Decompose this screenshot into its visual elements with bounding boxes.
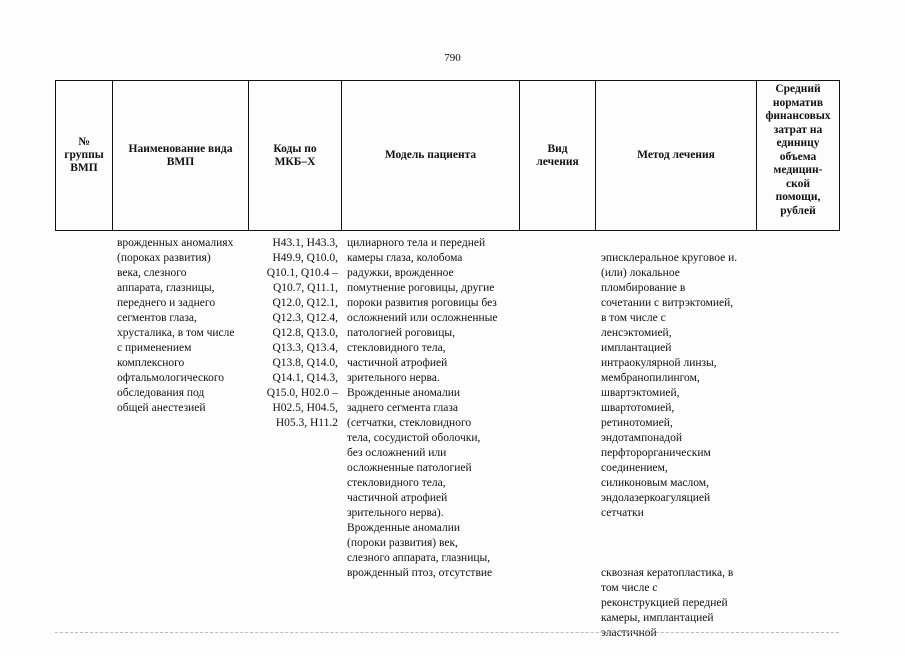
page-number: 790 <box>444 52 461 64</box>
header-group-number: № группы ВМП <box>56 81 113 231</box>
cell-patient-model: цилиарного тела и передней камеры глаза, колобома радужки, врожденное помутнение роговицы, другие пороки развития роговицы без осложнений или осложненные патологией роговицы, стекловидного тела, частичной атрофией зрительного нерва. Врожденные аномалии заднего сегмента глаза (сетчатки, стекловидного тела, сосудистой оболочки, без осложнений или осложненные патологией стекловидного тела, частичной атрофией зрительного нерва). Врожденные аномалии (пороки развития) век, слезного аппарата, глазницы, врожденный птоз, отсутствие <box>347 237 498 579</box>
header-treatment-method: Метод лечения <box>596 81 757 231</box>
method-gap <box>601 536 761 551</box>
table-header <box>55 80 840 231</box>
method-text-2: сквозная кератопластика, в том числе с реконструкцией передней камеры, имплантацией эластичной <box>601 567 734 639</box>
header-average-cost: Средний норматив финансовых затрат на единицу объема медицин- ской помощи, рублей <box>757 81 840 231</box>
cell-icd-codes: H43.1, H43.3, H49.9, Q10.0, Q10.1, Q10.4 – Q10.7, Q11.1, Q12.0, Q12.1, Q12.3, Q12.4, Q12.8, Q13.0, Q13.3, Q13.4, Q13.8, Q14.0, Q14.1, Q14.3, Q15.0, H02.0 – H02.5, H04.5, H05.3, H11.2 <box>266 237 338 429</box>
header-icd-codes: Коды по МКБ–Х <box>249 81 342 231</box>
header-patient-model: Модель пациента <box>342 81 520 231</box>
header-treatment-type: Вид лечения <box>520 81 596 231</box>
cell-vmp-name: врожденных аномалиях (пороках развития) века, слезного аппарата, глазницы, переднего и заднего сегментов глаза, хрусталика, в том числе с применением комплексного офтальмологического обследования под общей анестезией <box>117 237 235 414</box>
header-vmp-name: Наименование вида ВМП <box>113 81 249 231</box>
page-bottom-edge <box>55 632 839 633</box>
cell-treatment-method <box>601 236 761 656</box>
method-text-1: эписклеральное круговое и. (или) локальное пломбирование в сочетании с витрэктомией, в том числе с ленсэктомией, имплантацией интраокулярной линзы, мембранопилингом, швартэктомией, швартотомией, ретинотомией, эндотампонадой перфторорганическим соединением, силиконовым маслом, эндолазеркоагуляцией сетчатки <box>601 252 738 519</box>
